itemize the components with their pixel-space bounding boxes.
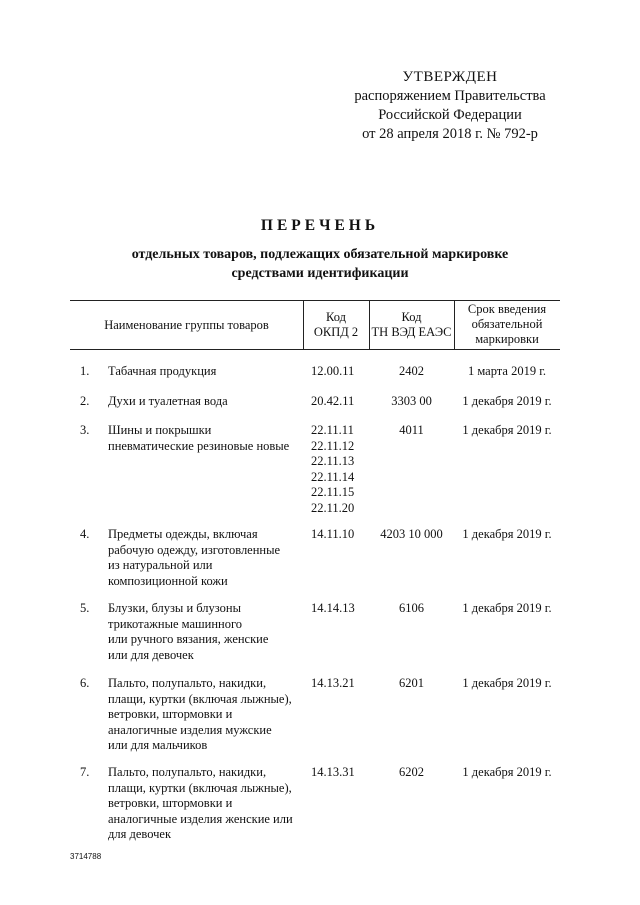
row-name-line: или для девочек <box>108 647 194 662</box>
row-name-line: ветровки, штормовки и <box>108 796 233 810</box>
row-name-line: Пальто, полупальто, накидки, <box>108 676 267 690</box>
subtitle-line-2: средствами идентификации <box>231 266 409 281</box>
row-name-line: для девочек <box>108 827 172 841</box>
row-name <box>108 676 308 754</box>
header-date <box>454 302 560 347</box>
subtitle-line-1: отдельных товаров, подлежащих обязательной маркировке <box>131 247 509 262</box>
row-name-line: или ручного вязания, женские <box>108 632 269 646</box>
row-name-line: композиционной кожи <box>108 573 228 588</box>
header-tnved <box>369 310 454 340</box>
table-top-rule <box>70 300 560 301</box>
row-number: 1. <box>80 364 90 378</box>
row-okpd-code: 14.13.31 <box>311 765 355 779</box>
header-okpd-line: ОКПД 2 <box>313 325 359 339</box>
row-okpd-code: 14.14.13 <box>311 601 355 615</box>
row-name <box>108 765 308 843</box>
row-tnved: 6202 <box>399 765 424 779</box>
row-name-line: рабочую одежду, изготовленные <box>108 542 281 557</box>
row-okpd-code: 22.11.15 <box>311 485 355 499</box>
header-date-line: Срок введения <box>467 302 547 316</box>
row-date: 1 декабря 2019 г. <box>462 527 552 541</box>
document-number: 3714788 <box>70 852 102 861</box>
row-name <box>108 527 308 589</box>
row-tnved: 2402 <box>399 364 424 378</box>
header-name: Наименование группы товаров <box>104 318 269 332</box>
row-number: 4. <box>80 527 90 541</box>
row-okpd-code: 14.11.10 <box>311 527 355 541</box>
row-name-line: Пальто, полупальто, накидки, <box>108 765 267 779</box>
row-tnved: 4011 <box>399 423 424 437</box>
row-name-line: плащи, куртки (включая лыжные), <box>108 691 292 706</box>
header-tnved-line: Код <box>401 310 422 324</box>
row-number: 7. <box>80 765 90 779</box>
approval-line-3: от 28 апреля 2018 г. № 792-р <box>362 126 538 142</box>
row-name-line: Духи и туалетная вода <box>108 394 228 408</box>
row-name-line: пневматические резиновые новые <box>108 438 290 453</box>
row-tnved: 3303 00 <box>391 394 432 408</box>
row-tnved: 6201 <box>399 676 424 690</box>
row-name-line: аналогичные изделия мужские <box>108 722 272 737</box>
header-okpd <box>303 310 369 340</box>
row-name-line: Блузки, блузы и блузоны <box>108 601 242 615</box>
row-tnved: 4203 10 000 <box>380 527 443 541</box>
row-okpd-code: 22.11.13 <box>311 454 355 468</box>
row-tnved: 6106 <box>399 601 424 615</box>
row-date: 1 декабря 2019 г. <box>462 394 552 408</box>
row-number: 6. <box>80 676 90 690</box>
row-name <box>108 394 308 410</box>
row-name-line: из натуральной или <box>108 558 213 572</box>
row-name-line: плащи, куртки (включая лыжные), <box>108 780 292 795</box>
row-name-line: трикотажные машинного <box>108 616 243 631</box>
row-number: 3. <box>80 423 90 437</box>
row-name <box>108 423 308 454</box>
row-number: 2. <box>80 394 90 408</box>
header-tnved-line: ТН ВЭД ЕАЭС <box>371 325 452 339</box>
header-okpd-line: Код <box>326 310 346 324</box>
row-name-line: аналогичные изделия женские или <box>108 811 293 826</box>
approval-heading: УТВЕРЖДЕН <box>402 69 498 85</box>
row-date: 1 декабря 2019 г. <box>462 601 552 615</box>
row-okpd-code: 12.00.11 <box>311 364 355 378</box>
row-okpd-code: 22.11.20 <box>311 500 355 515</box>
document-title: ПЕРЕЧЕНЬ <box>260 217 380 234</box>
row-okpd-code: 20.42.11 <box>311 394 355 408</box>
row-name-line: Табачная продукция <box>108 364 217 378</box>
row-name-line: или для мальчиков <box>108 738 208 752</box>
row-name-line: Предметы одежды, включая <box>108 527 258 541</box>
header-date-line: маркировки <box>475 332 539 346</box>
row-okpd-code: 22.11.14 <box>311 469 355 484</box>
row-name <box>108 364 308 380</box>
row-date: 1 марта 2019 г. <box>467 364 547 378</box>
approval-line-1: распоряжением Правительства <box>354 88 546 104</box>
row-okpd-code: 14.13.21 <box>311 676 355 690</box>
document-subtitle <box>60 245 580 283</box>
row-date: 1 декабря 2019 г. <box>462 765 552 779</box>
row-okpd-code: 22.11.11 <box>311 423 354 437</box>
row-name-line: Шины и покрышки <box>108 423 212 437</box>
row-date: 1 декабря 2019 г. <box>462 423 552 437</box>
table-header-rule <box>70 349 560 350</box>
header-date-line: обязательной <box>471 317 543 331</box>
row-name-line: ветровки, штормовки и <box>108 707 233 721</box>
row-name <box>108 601 308 663</box>
row-date: 1 декабря 2019 г. <box>462 676 552 690</box>
approval-line-2: Российской Федерации <box>378 107 522 123</box>
row-number: 5. <box>80 601 90 615</box>
approval-block <box>300 68 600 144</box>
row-okpd-code: 22.11.12 <box>311 438 355 453</box>
